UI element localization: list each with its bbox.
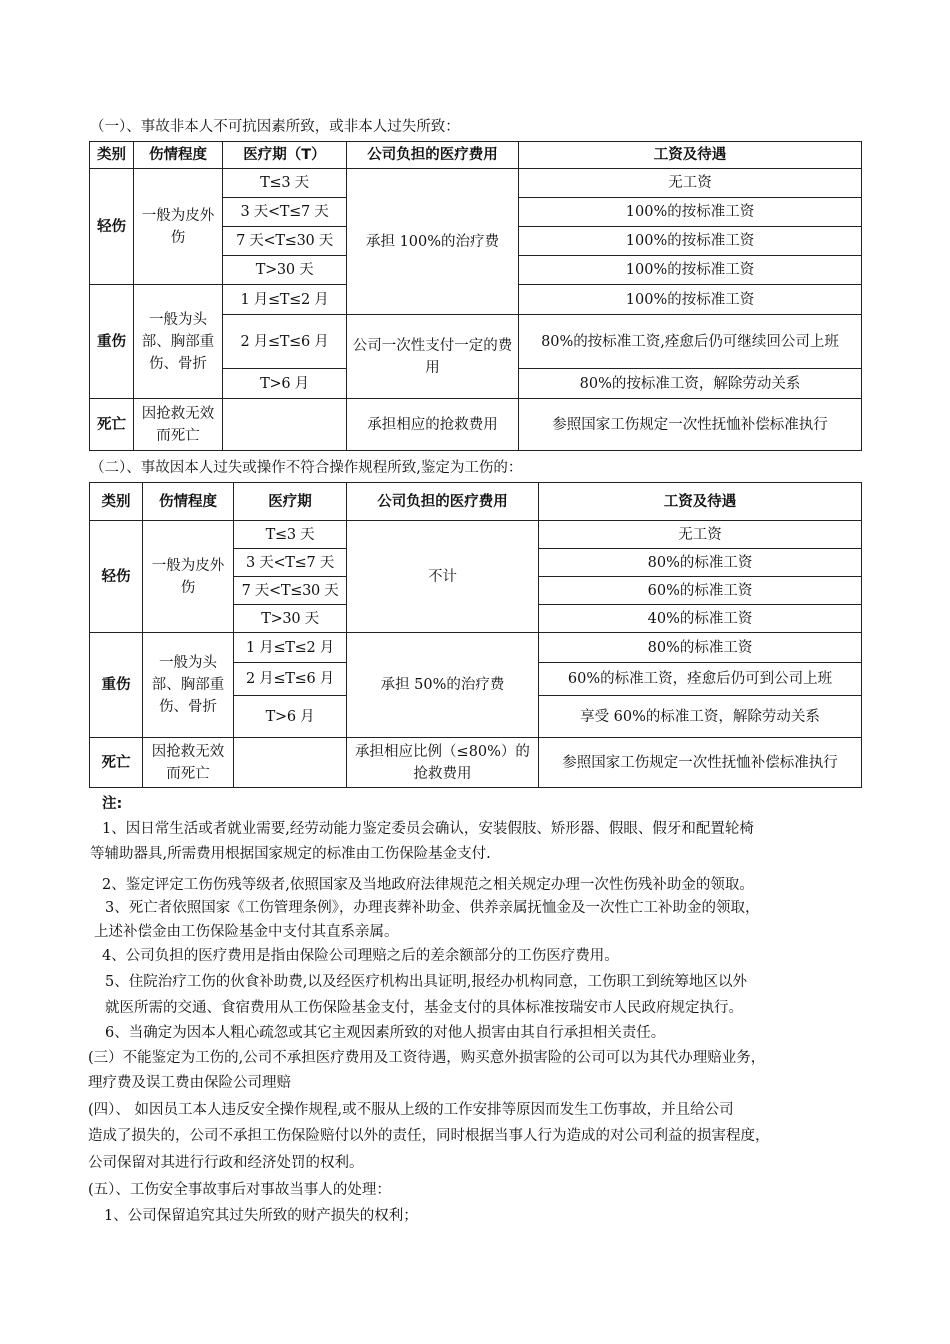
degree-light: 一般为皮外伤 [134,169,223,285]
period-death-empty [223,399,347,451]
period-cell: T>30 天 [234,605,347,633]
period-cell: 3 天<T≤7 天 [223,198,347,227]
period-cell: T>6 月 [234,696,347,738]
note-5-line-1: 5、住院治疗工伤的伙食补助费,以及经医疗机构出具证明,报经办机构同意，工伤职工到统筹地区以外 [105,974,747,990]
degree-heavy: 一般为头部、胸部重伤、骨折 [134,285,223,399]
section4-line-1: (四）、 如因员工本人违反安全操作规程,或不服从上级的工作安排等原因而发生工伤事故，并且给公司 [88,1102,734,1118]
cost-heavy: 公司一次性支付一定的费用 [347,315,519,399]
cost-heavy: 承担 50%的治疗费 [347,633,539,738]
pay-cell: 80%的标准工资 [539,549,862,577]
note-1-line-2: 等辅助器具,所需费用根据国家规定的标准由工伤保险基金支付. [90,846,491,862]
section3-line-2: 理疗费及误工费由保险公司理赔 [88,1075,291,1091]
pay-cell: 80%的按标准工资，解除劳动关系 [519,369,862,399]
note-6: 6、当确定为因本人粗心疏忽或其它主观因素所致的对他人损害由其自行承担相关责任。 [105,1025,666,1041]
cost-light: 不计 [347,521,539,633]
category-death: 死亡 [90,738,143,788]
table-header-row [90,142,862,169]
category-heavy: 重伤 [90,285,134,399]
period-cell: T>6 月 [223,369,347,399]
category-heavy: 重伤 [90,633,143,738]
col-header-cost: 公司负担的医疗费用 [347,142,519,169]
note-1-line-1: 1、因日常生活或者就业需要,经劳动能力鉴定委员会确认，安装假肢、矫形器、假眼、假牙和配置轮椅 [102,821,754,837]
col-header-period: 医疗期 [234,483,347,521]
pay-cell: 100%的按标准工资 [519,227,862,256]
col-header-pay: 工资及待遇 [519,142,862,169]
note-2: 2、鉴定评定工伤伤残等级者,依照国家及当地政府法律规范之相关规定办理一次性伤残补助金的领取。 [102,877,754,893]
pay-cell: 享受 60%的标准工资，解除劳动关系 [539,696,862,738]
col-header-cost: 公司负担的医疗费用 [347,483,539,521]
period-cell: 2 月≤T≤6 月 [234,663,347,696]
degree-heavy: 一般为头部、胸部重伤、骨折 [143,633,234,738]
degree-light: 一般为皮外伤 [143,521,234,633]
table-row [90,738,862,788]
cost-death: 承担相应的抢救费用 [347,399,519,451]
period-cell: 2 月≤T≤6 月 [223,315,347,369]
pay-cell: 80%的标准工资 [539,633,862,663]
category-death: 死亡 [90,399,134,451]
col-header-category: 类别 [90,142,134,169]
table-row [90,521,862,549]
section5-heading: (五）、工伤安全事故事后对事故当事人的处理： [88,1182,391,1198]
degree-death: 因抢救无效而死亡 [134,399,223,451]
period-cell: T≤3 天 [223,169,347,198]
note-3-line-2: 上述补偿金由工伤保险基金中支付其直系亲属。 [94,924,399,940]
pay-cell: 100%的按标准工资 [519,198,862,227]
period-cell: 1 月≤T≤2 月 [234,633,347,663]
period-cell: T>30 天 [223,256,347,285]
pay-death: 参照国家工伤规定一次性抚恤补偿标准执行 [539,738,862,788]
cost-light: 承担 100%的治疗费 [347,169,519,315]
table-header-row [90,483,862,521]
degree-death: 因抢救无效而死亡 [143,738,234,788]
period-cell: 3 天<T≤7 天 [234,549,347,577]
pay-cell: 60%的标准工资，痊愈后仍可到公司上班 [539,663,862,696]
col-header-degree: 伤情程度 [134,142,223,169]
section4-line-3: 公司保留对其进行行政和经济处罚的权利。 [88,1155,364,1171]
table-row [90,399,862,451]
section4-line-2: 造成了损失的，公司不承担工伤保险赔付以外的责任，同时根据当事人行为造成的对公司利益的损害程度， [88,1128,770,1144]
pay-death: 参照国家工伤规定一次性抚恤补偿标准执行 [519,399,862,451]
period-cell: 7 天<T≤30 天 [223,227,347,256]
period-cell: 1 月≤T≤2 月 [223,285,347,315]
pay-cell: 100%的按标准工资 [519,285,862,315]
section2-table [89,482,862,788]
notes-title: 注: [102,796,123,812]
section1-heading: （一）、事故非本人不可抗因素所致，或非本人过失所致： [90,119,460,135]
section3-line-1: (三）不能鉴定为工伤的,公司不承担医疗费用及工资待遇，购买意外损害险的公司可以为其代办理赔业务， [88,1050,766,1066]
note-4: 4、公司负担的医疗费用是指由保险公司理赔之后的差余额部分的工伤医疗费用。 [102,948,619,964]
pay-cell: 无工资 [539,521,862,549]
pay-cell: 60%的标准工资 [539,577,862,605]
note-5-line-2: 就医所需的交通、食宿费用从工伤保险基金支付，基金支付的具体标准按瑞安市人民政府规定执行。 [105,1000,743,1016]
cost-death: 承担相应比例（≤80%）的抢救费用 [347,738,539,788]
period-death-empty [234,738,347,788]
col-header-period: 医疗期（T） [223,142,347,169]
category-light: 轻伤 [90,169,134,285]
period-cell: T≤3 天 [234,521,347,549]
period-cell: 7 天<T≤30 天 [234,577,347,605]
table-row [90,169,862,198]
pay-cell: 100%的按标准工资 [519,256,862,285]
col-header-degree: 伤情程度 [143,483,234,521]
section1-table [89,141,862,451]
pay-cell: 80%的按标准工资,痊愈后仍可继续回公司上班 [519,315,862,369]
section5-item-1: 1、公司保留追究其过失所致的财产损失的权利； [104,1208,418,1224]
category-light: 轻伤 [90,521,143,633]
pay-cell: 40%的标准工资 [539,605,862,633]
col-header-pay: 工资及待遇 [539,483,862,521]
note-3-line-1: 3、死亡者依照国家《工伤管理条例》，办理丧葬补助金、供养亲属抚恤金及一次性亡工补助金的领取， [105,900,760,916]
section2-heading: （二）、事故因本人过失或操作不符合操作规程所致,鉴定为工伤的： [90,460,523,476]
table-row [90,633,862,663]
pay-cell: 无工资 [519,169,862,198]
col-header-category: 类别 [90,483,143,521]
